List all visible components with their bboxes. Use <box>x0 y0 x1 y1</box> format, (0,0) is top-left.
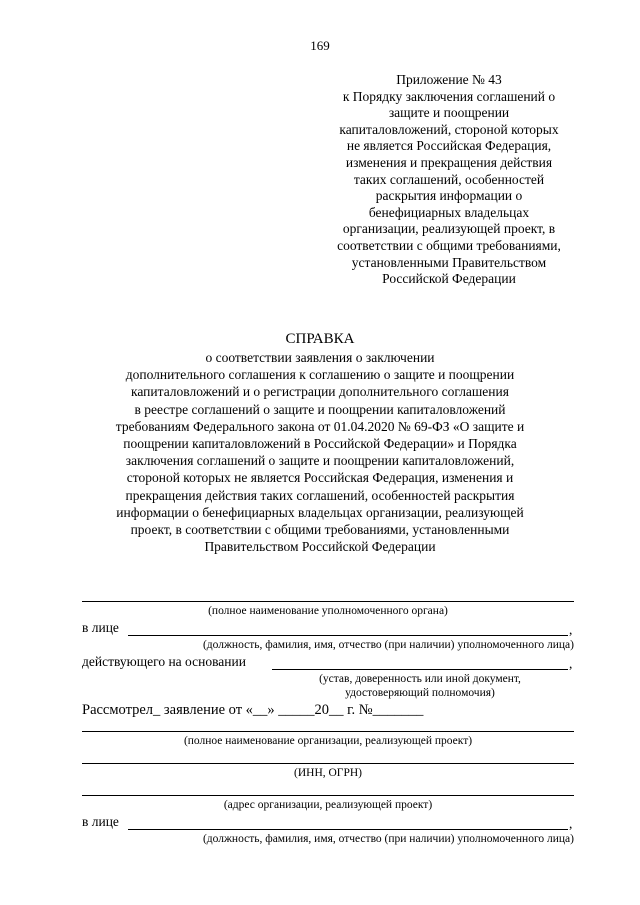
comma: , <box>569 656 573 671</box>
comma: , <box>569 816 573 831</box>
official-2-caption: (должность, фамилия, имя, отчество (при наличии) уполномоченного лица) <box>202 833 574 845</box>
heading-line: заключения соглашений о защите и поощрении капиталовложений, <box>125 453 515 469</box>
appendix-line: Приложение № 43 <box>396 72 502 87</box>
organization-name-line[interactable] <box>82 731 574 732</box>
basis-document-line[interactable] <box>272 669 568 670</box>
heading-line: информации о бенефициарных владельцах организации, реализующей <box>116 504 524 520</box>
basis-document-caption-2: удостоверяющий полномочия) <box>345 687 495 699</box>
heading-line: в реестре соглашений о защите и поощрении капиталовложений <box>134 401 506 417</box>
organization-name-caption: (полное наименование организации, реализующей проект) <box>183 735 473 747</box>
heading-line: дополнительного соглашения к соглашению о защите и поощрении <box>125 367 515 383</box>
appendix-line: не является Российская Федерация, <box>346 138 552 154</box>
in-person-label: в лице <box>82 814 119 829</box>
appendix-line: организации, реализующей проект, в <box>342 221 556 237</box>
authority-name-line[interactable] <box>82 601 574 602</box>
heading-line: проект, в соответствии с общими требованиями, установленными <box>130 522 510 538</box>
heading-line: требованиям Федерального закона от 01.04.2020 № 69-ФЗ «О защите и <box>115 418 525 434</box>
appendix-line: Российской Федерации <box>382 271 516 287</box>
heading-line: поощрении капиталовложений в Российской Федерации» и Порядка <box>123 436 517 452</box>
heading-line: стороной которых не является Российская Федерация, изменения и <box>126 470 514 486</box>
appendix-line: таких соглашений, особенностей <box>353 171 545 187</box>
in-person-label: в лице <box>82 620 119 635</box>
heading-line: капиталовложений и о регистрации дополнительного соглашения <box>131 384 509 400</box>
organization-address-caption: (адрес организации, реализующей проект) <box>223 799 433 811</box>
appendix-line: капиталовложений, стороной которых <box>339 121 559 137</box>
comma: , <box>569 622 573 637</box>
appendix-line: бенефициарных владельцах <box>368 204 530 220</box>
form-fields <box>82 0 574 905</box>
official-1-caption: (должность, фамилия, имя, отчество (при наличии) уполномоченного лица) <box>202 639 574 651</box>
appendix-line: раскрытия информации о <box>375 188 523 204</box>
appendix-line: соответствии с общими требованиями, <box>337 237 561 253</box>
reviewed-application-line[interactable]: Рассмотрел_ заявление от «__» _____20__ г. №_______ <box>82 702 424 718</box>
inn-ogrn-line[interactable] <box>82 763 574 764</box>
authority-name-caption: (полное наименование уполномоченного органа) <box>208 605 448 617</box>
document-title: СПРАВКА <box>285 331 355 347</box>
appendix-line: изменения и прекращения действия <box>345 154 553 170</box>
heading-line: Правительством Российской Федерации <box>204 539 436 555</box>
official-1-line[interactable] <box>128 635 568 636</box>
acting-basis-label: действующего на основании <box>82 654 246 669</box>
heading-line: прекращения действия таких соглашений, особенностей раскрытия <box>125 487 515 503</box>
inn-ogrn-caption: (ИНН, ОГРН) <box>294 767 362 779</box>
appendix-line: защите и поощрении <box>388 105 510 121</box>
basis-document-caption-1: (устав, доверенность или иной документ, <box>319 673 521 685</box>
page-number: 169 <box>310 38 330 53</box>
appendix-line: к Порядку заключения соглашений о <box>342 88 556 104</box>
heading-line: о соответствии заявления о заключении <box>205 350 435 365</box>
official-2-line[interactable] <box>128 829 568 830</box>
appendix-line: установленными Правительством <box>351 254 547 270</box>
organization-address-line[interactable] <box>82 795 574 796</box>
